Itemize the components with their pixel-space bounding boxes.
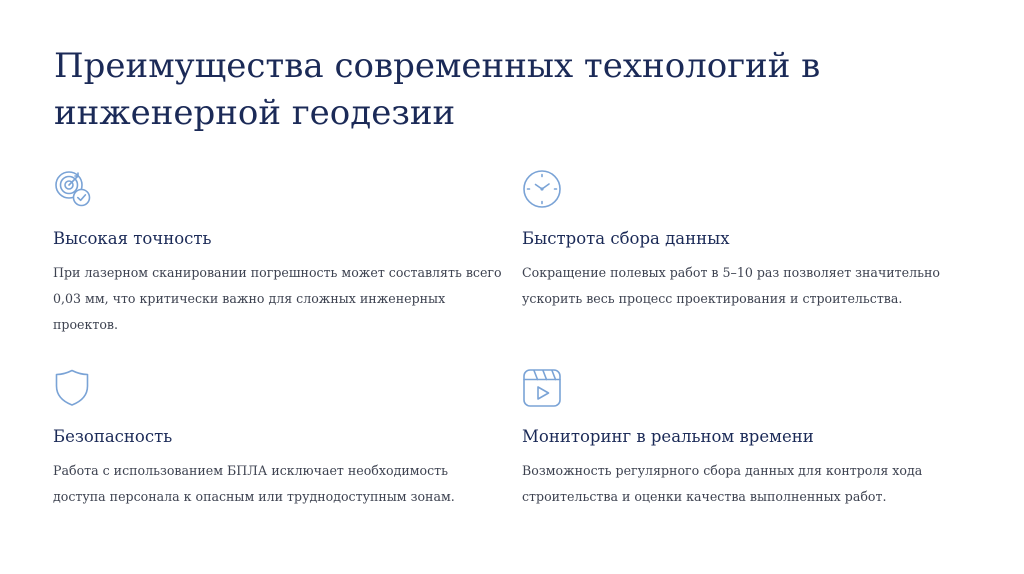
feature-heading: Быстрота сбора данных: [522, 229, 730, 248]
shield-icon: [53, 368, 93, 408]
feature-text: При лазерном сканировании погрешность может составлять всего 0,03 мм, что критически важно для сложных инженерных проектов.: [53, 265, 502, 332]
feature-text: Работа с использованием БПЛА исключает необходимость доступа персонала к опасным или труднодоступным зонам.: [53, 463, 455, 504]
feature-data-speed: [522, 169, 977, 306]
feature-heading: Безопасность: [53, 427, 173, 446]
feature-safety: [53, 368, 508, 504]
clock-icon: [522, 169, 562, 209]
feature-realtime-monitoring: [522, 368, 977, 504]
feature-heading: Высокая точность: [53, 229, 212, 248]
feature-high-accuracy: [53, 169, 508, 332]
video-play-icon: [522, 368, 562, 408]
feature-text: Сокращение полевых работ в 5–10 раз позволяет значительно ускорить весь процесс проектирования и строительства.: [522, 265, 940, 306]
feature-text: Возможность регулярного сбора данных для контроля хода строительства и оценки качества выполненных работ.: [522, 463, 923, 504]
target-check-icon: [53, 169, 93, 209]
feature-heading: Мониторинг в реальном времени: [522, 427, 814, 446]
slide-title: Преимущества современных технологий в инженерной геодезии: [54, 46, 821, 133]
